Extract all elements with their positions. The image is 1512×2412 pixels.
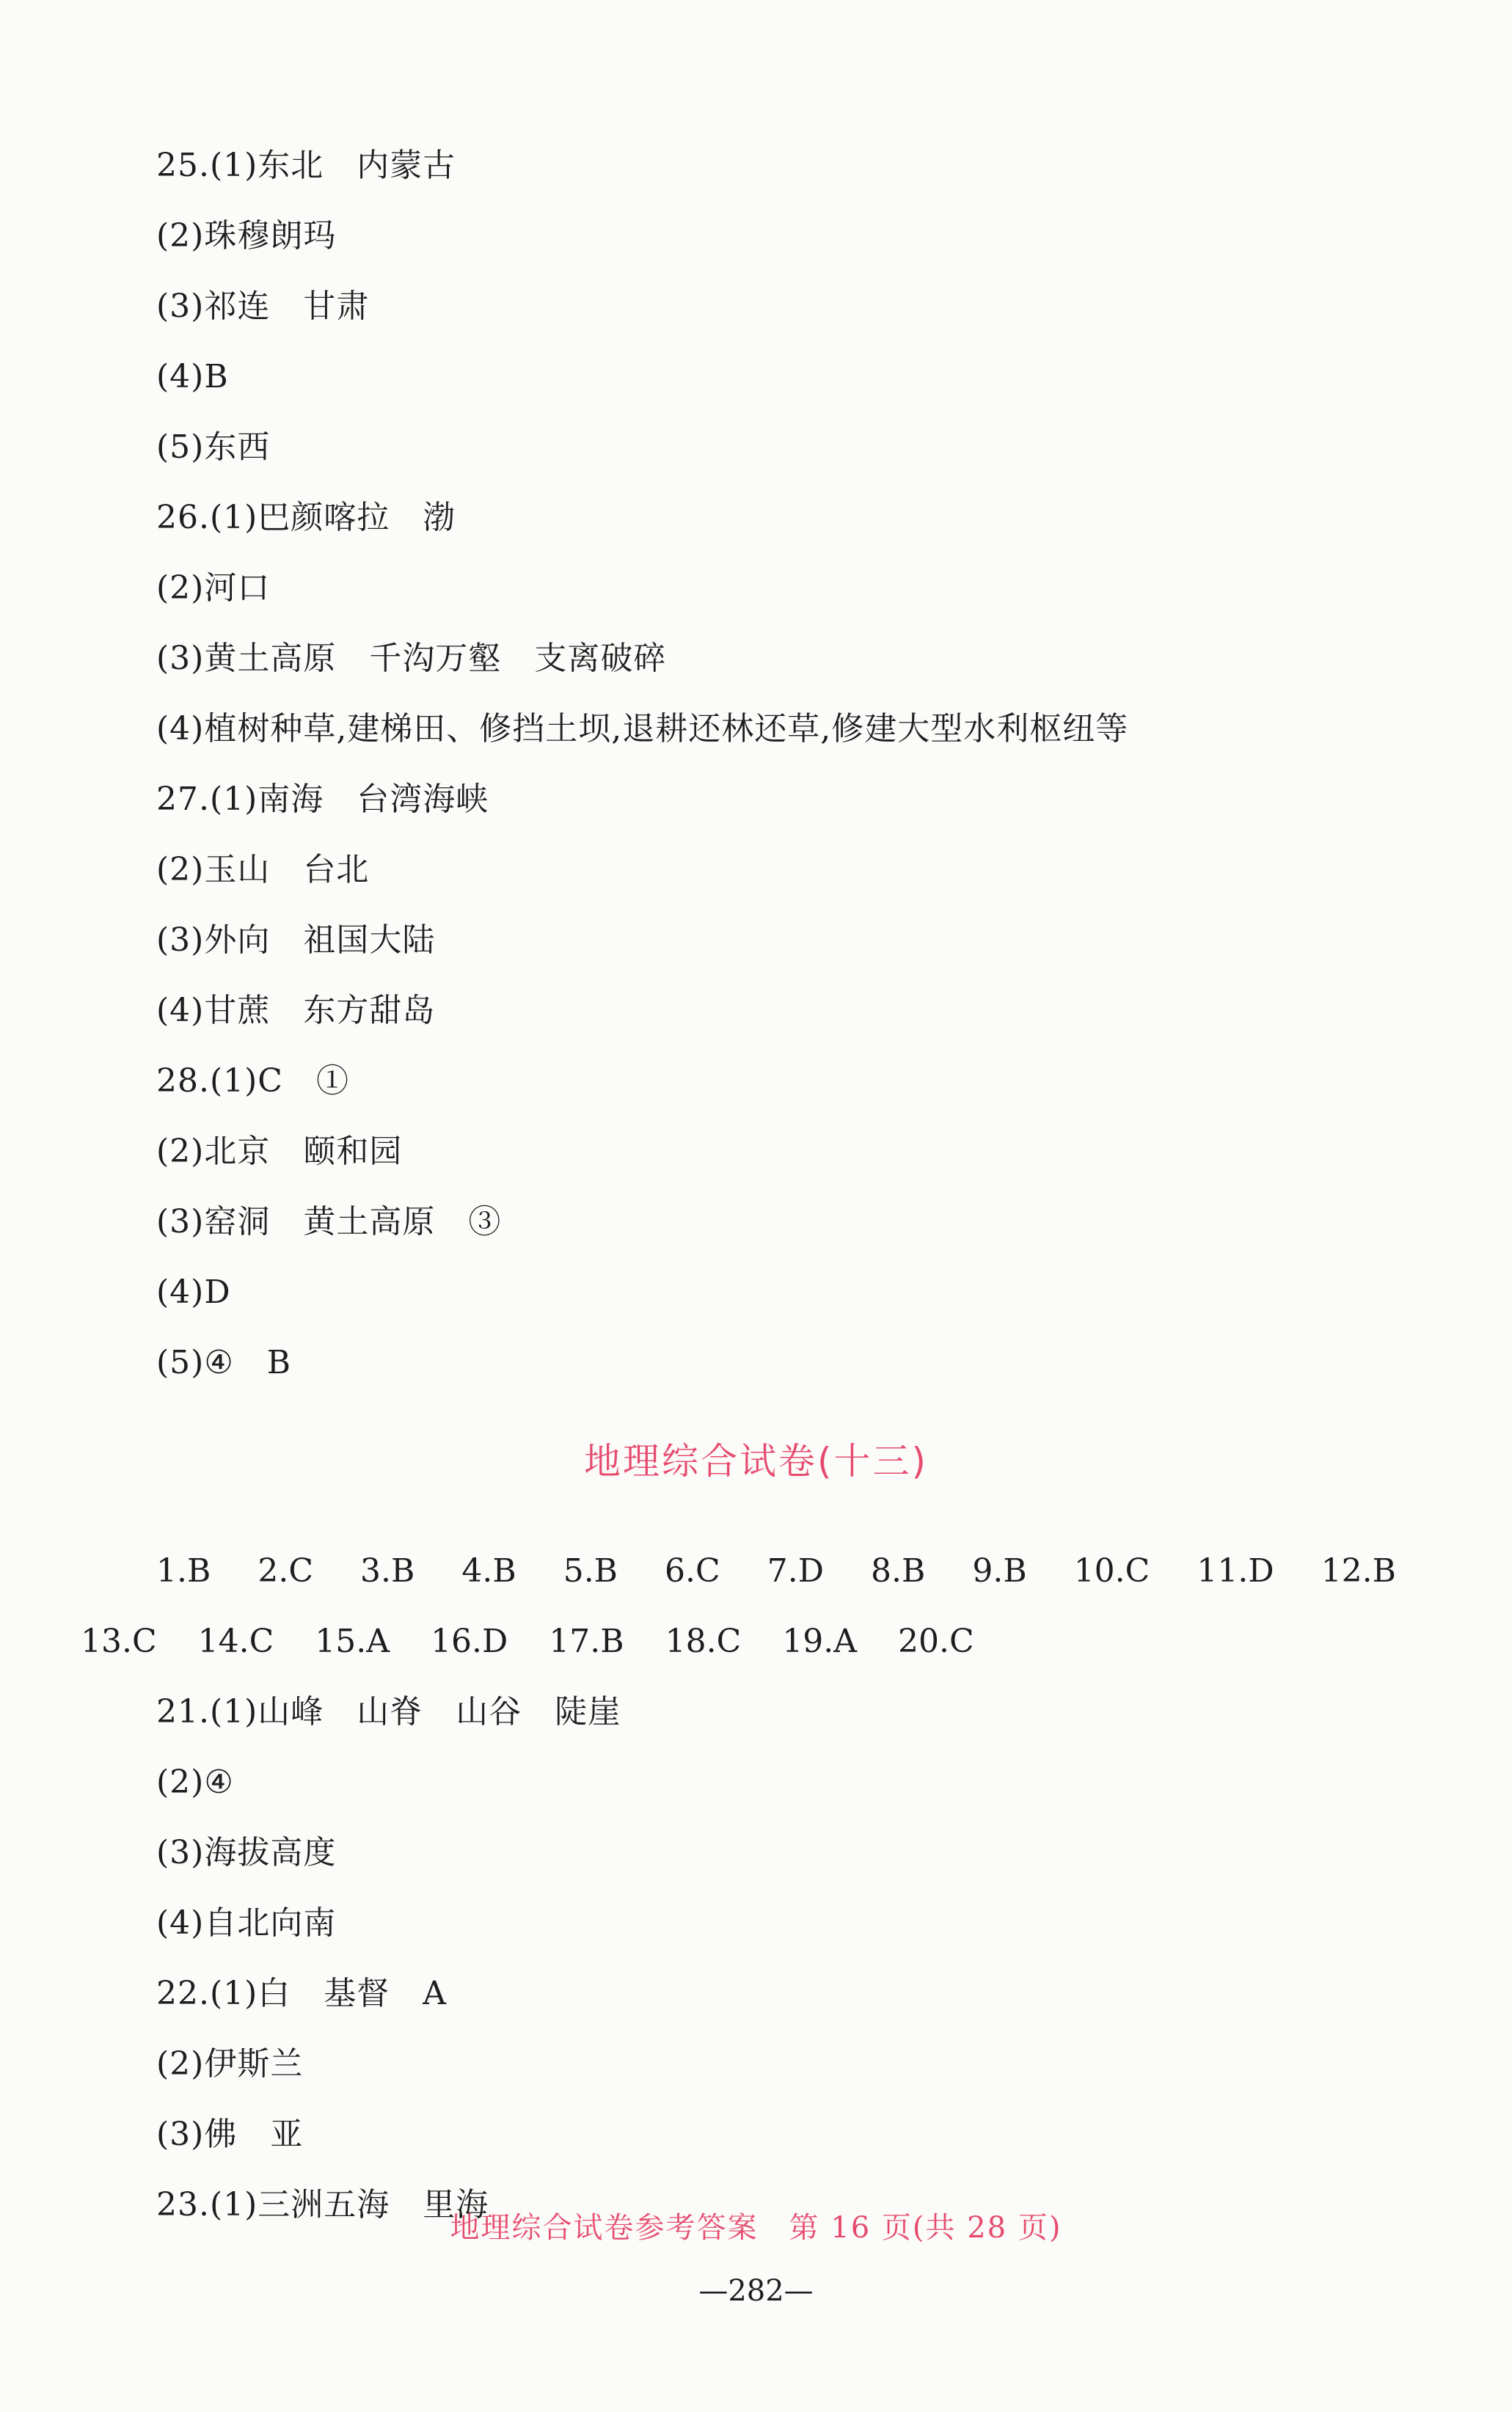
answer-line: (2)珠穆朗玛 [156, 217, 337, 255]
choice-answer: 16.D [431, 1623, 508, 1660]
answer-line: (2)北京 颐和园 [156, 1133, 403, 1170]
answer-line: (3)黄土高原 千沟万壑 支离破碎 [156, 640, 667, 677]
choice-answer: 3.B [360, 1552, 415, 1590]
answer-line: 22.(1)白 基督 A [156, 1975, 448, 2012]
answer-line: (4)甘蔗 东方甜岛 [156, 992, 436, 1029]
answer-line: (3)窑洞 黄土高原 ③ [156, 1203, 502, 1240]
choice-answer: 1.B [156, 1552, 211, 1590]
answer-line: (2)伊斯兰 [156, 2045, 304, 2083]
choice-answer: 4.B [461, 1552, 516, 1590]
choice-answer: 18.C [665, 1623, 742, 1660]
choice-answer: 8.B [871, 1552, 926, 1590]
choice-answer: 14.C [197, 1623, 274, 1660]
answer-line: 23.(1)三洲五海 里海 [156, 2186, 489, 2223]
answer-line: (4)自北向南 [156, 1904, 337, 1942]
answer-line: (5)东西 [156, 428, 271, 466]
choice-answer: 5.B [563, 1552, 618, 1590]
page-number: —282— [698, 2274, 814, 2308]
choice-answer: 2.C [258, 1552, 313, 1590]
answer-line: (4)B [156, 358, 229, 395]
choice-answer: 19.A [782, 1623, 857, 1660]
answer-line: (3)外向 祖国大陆 [156, 921, 436, 959]
answer-line: (3)祁连 甘肃 [156, 288, 370, 325]
choice-answer: 7.D [767, 1552, 824, 1590]
answer-line: 21.(1)山峰 山脊 山谷 陡崖 [156, 1693, 621, 1731]
choice-answers-row [81, 1621, 974, 1662]
choice-answer: 13.C [81, 1623, 157, 1660]
choice-answer: 20.C [898, 1623, 974, 1660]
answer-line: 28.(1)C ① [156, 1062, 349, 1100]
choice-answer: 10.C [1073, 1552, 1150, 1590]
choice-answer: 6.C [665, 1552, 720, 1590]
section-title: 地理综合试卷(十三) [583, 1440, 928, 1483]
page-footer: 地理综合试卷参考答案 第 16 页(共 28 页) [450, 2211, 1062, 2245]
choice-answer: 11.D [1197, 1552, 1274, 1590]
answer-line: (4)D [156, 1273, 231, 1311]
answer-line: (2)玉山 台北 [156, 851, 370, 888]
answer-line: (3)佛 亚 [156, 2116, 304, 2153]
answer-line: 26.(1)巴颜喀拉 渤 [156, 499, 456, 536]
choice-answers-row [156, 1551, 1396, 1592]
choice-answer: 9.B [972, 1552, 1027, 1590]
choice-answer: 17.B [549, 1623, 624, 1660]
answer-line: 27.(1)南海 台湾海峡 [156, 781, 489, 818]
choice-answer: 12.B [1321, 1552, 1396, 1590]
answer-line: (4)植树种草,建梯田、修挡土坝,退耕还林还草,修建大型水利枢纽等 [156, 710, 1129, 748]
answer-line: (2)④ [156, 1764, 234, 1801]
answer-line: (2)河口 [156, 569, 271, 607]
answer-line: (5)④ B [156, 1344, 292, 1381]
answer-line: 25.(1)东北 内蒙古 [156, 147, 456, 184]
answer-line: (3)海拔高度 [156, 1834, 337, 1871]
choice-answer: 15.A [315, 1623, 390, 1660]
